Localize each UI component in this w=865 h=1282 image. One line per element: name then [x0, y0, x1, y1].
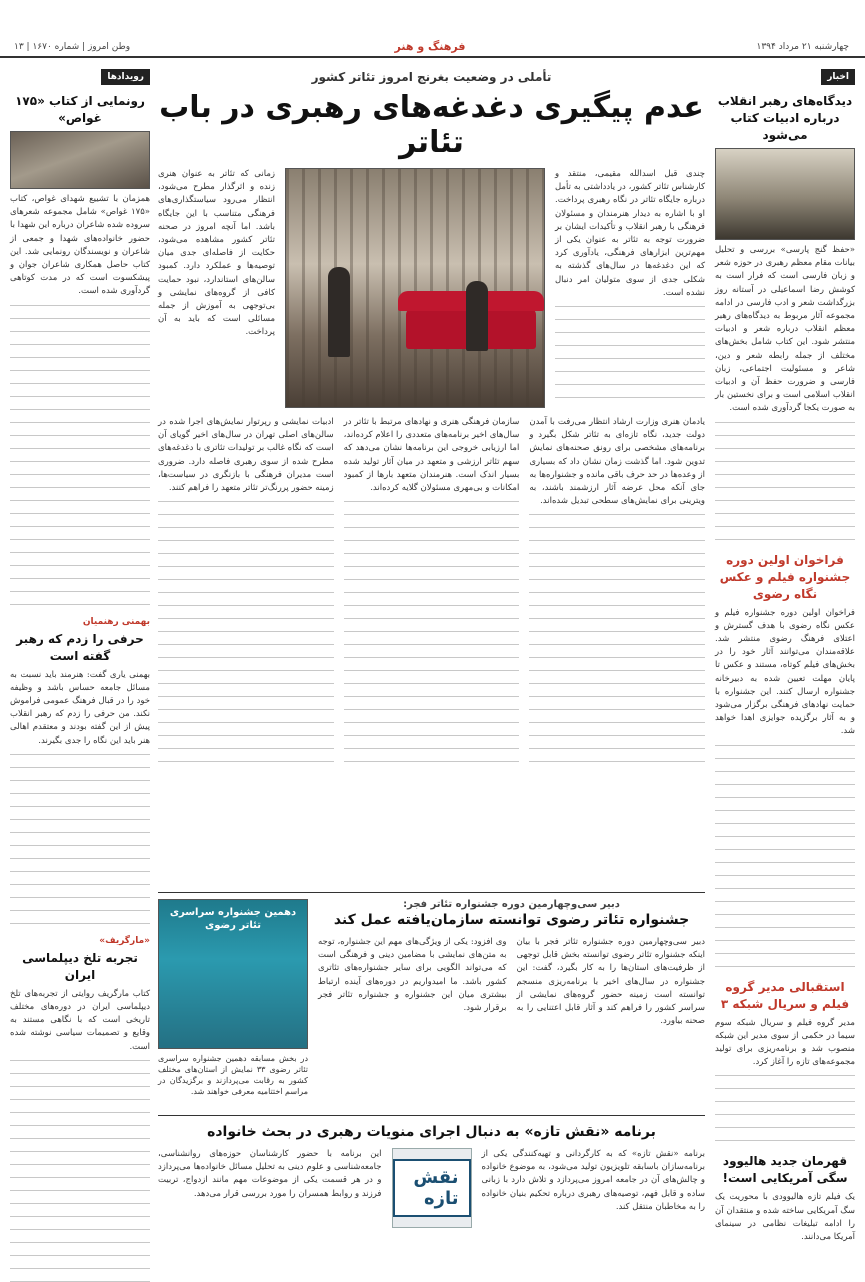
festival-poster-block [158, 899, 308, 1109]
book-launch-photo [10, 131, 150, 189]
issue-number: وطن امروز | شماره ۱۶۷۰ | ۱۳ [14, 42, 131, 52]
festival-text-a: دبیر سی‌وچهارمین دوره جشنواره تئاتر فجر با بیان اینکه جشنواره تئاتر رضوی توانسته بخش قابل توجهی از ظرفیت‌های استان‌ها را به کار بگیرد، گفت: این جشنواره در سال‌های اخیر با برنامه‌ریزی منسجم توانسته است زمینه حضور گروه‌های نمایشی از سراسر کشور را فراهم کند و آثار قابل اعتنایی را به صحنه بیاورد. [516, 937, 705, 1027]
festival-section [158, 899, 705, 1109]
masthead [0, 0, 865, 58]
leader-photo [715, 148, 855, 240]
festival-title: جشنواره تئاتر رضوی توانسته سازمان‌یافته عمل کند [333, 912, 690, 928]
right-news2-text: فراخوان اولین دوره جشنواره فیلم و عکس نگاه رضوی با هدف گسترش و اعتلای فرهنگ رضوی منتشر شد. علاقه‌مندان می‌توانند آثار خود را در بخش‌های فیلم کوتاه، مستند و عکس تا پایان مهلت تعیین شده به دبیرخانه جشنواره ارسال کنند. این جشنواره با حمایت نهادهای فرهنگی برگزار می‌شود و به آثار برگزیده جوایزی اهدا خواهد شد. [715, 607, 855, 737]
news-column-left [10, 64, 150, 1189]
left-lead-text: همزمان با تشییع شهدای غواص، کتاب «۱۷۵ غواص» شامل مجموعه شعرهای سروده شده شاعران درباره این شهدا با حضور خانواده‌های شهدا و جمعی از شاعران و نویسندگان رونمایی شد. این کتاب حاصل همکاری شاعران جوان و پیشکسوت است که در مدت کوتاهی گردآوری شده است. [10, 194, 150, 297]
text-filler [10, 754, 150, 924]
actor-figure [328, 267, 350, 357]
right-news4-text: یک فیلم تازه هالیوودی با محوریت یک سگ آمریکایی ساخته شده و منتقدان آن را ادامه تبلیغات نظامی در سینمای آمریکا می‌دانند. [715, 1192, 855, 1243]
text-filler [10, 305, 150, 605]
main-body-c: ادبیات نمایشی و رپرتوار نمایش‌های اجرا شده در سالن‌های اصلی تهران در سال‌های اخیر گویای آن است که نگاه غالب بر تولیدات تئاتری با دغدغه‌های مطرح شده از سوی رهبری فاصله دارد. ضروری است مدیران فرهنگی با بازنگری در سیاست‌ها، زمینه حضور پررنگ‌تر تئاتر متعهد را فراهم کنند. [157, 417, 334, 494]
lead-text-column [158, 168, 275, 408]
main-article-area [157, 64, 705, 1212]
left-news2-title: حرفی را زدم که رهبر گفته است [16, 631, 144, 663]
festival-text [318, 899, 705, 1109]
lead-text-column [555, 168, 705, 408]
right-lead-title: دیدگاه‌های رهبر انقلاب درباره ادبیات کتاب می‌شود [717, 94, 853, 142]
text-filler [715, 745, 855, 967]
news-column-right [715, 64, 855, 1243]
column-tag: رویدادها [101, 69, 150, 85]
text-filler [10, 1060, 150, 1282]
main-lead-text-a: چندی قبل اسدالله مقیمی، منتقد و کارشناس تئاتر کشور، در یادداشتی به تأمل درباره جایگاه تئاتر در نگاه رهبری پرداخت. او با اشاره به دیدار هنرمندان و مسئولان فرهنگی با رهبر انقلاب و تأکیدات ایشان بر ضرورت توجه به تئاتر به عنوان یکی از مهم‌ترین ابزارهای فرهنگی، یادآوری کرد که این دغدغه‌ها در سال‌های گذشته به شکلی جدی از سوی متولیان امر دنبال نشده است. [555, 169, 705, 298]
main-body-a: یادمان هنری وزارت ارشاد انتظار می‌رفت با آمدن دولت جدید، نگاه تازه‌ای به تئاتر شکل بگیرد و برنامه‌های مشخصی برای رونق صحنه‌های نمایش تدوین شود. اما گذشت زمان نشان داد که بسیاری از وعده‌ها در حد حرف باقی مانده و جشنواره‌ها به جای آنکه محل عرضه آثار ارزشمند باشند، به ویترینی برای نمایش‌های سطحی تبدیل شده‌اند. [529, 417, 705, 507]
left-news3-title: تجربه تلخ دیپلماسی ایران [22, 950, 138, 982]
body-column [158, 416, 334, 886]
body-columns [158, 416, 705, 886]
family-text-b: این برنامه با حضور کارشناسان حوزه‌های روانشناسی، جامعه‌شناسی و علوم دینی به تحلیل مسائل خانواده‌ها می‌پردازد و در هر قسمت یکی از موضوعات مهم مانند ازدواج، تربیت فرزند و روابط همسران را مورد بررسی قرار می‌دهد. [158, 1149, 382, 1199]
text-filler [158, 501, 334, 762]
text-filler [555, 306, 705, 398]
right-lead-text: «حفظ گنج پارسی» بررسی و تحلیل بیانات مقام معظم رهبری در حوزه شعر و زبان فارسی است که فرار است به کوشش رضا اسماعیلی در آستانه روز بزرگداشت شعر و ادب فارسی در ادامه مجموعه آثار مربوط به دیدگاه‌های رهبر معظم انقلاب درباره شعر و ادبیات منتشر شود. این کتاب شامل بخش‌های مختلف از جمله رابطه شعر و دین، شاعر و مسئولیت اجتماعی، زبان فارسی و ضرورت حفظ آن و ادبیات انقلاب اسلامی است و برای نخستین بار به صورت یکجا گردآوری شده است. [715, 245, 855, 414]
festival-poster [158, 899, 308, 1049]
poster-caption: در بخش مسابقه دهمین جشنواره سراسری تئاتر رضوی ۳۳ نمایش از استان‌های مختلف کشور به رقابت می‌پردازند و برگزیدگان در مراسم اختتامیه معرفی خواهند شد. [158, 1054, 308, 1096]
theater-stage-photo [285, 168, 545, 408]
text-filler [529, 514, 705, 762]
main-lead-text-b: زمانی که تئاتر به عنوان هنری زنده و اثرگذار مطرح می‌شود، انتظار می‌رود سیاستگذاری‌های فرهنگی متناسب با این جایگاه باشد. اما آنچه امروز در صحنه تئاتر کشور مشاهده می‌شود، حکایت از فاصله‌ای جدی میان توصیه‌ها و عملکرد دارد. کمبود سالن‌های استاندارد، نبود حمایت کافی از گروه‌های نمایشی و بی‌توجهی به آموزش از جمله مسائلی است که باید به آن پرداخت. [158, 169, 275, 338]
body-column [344, 416, 520, 886]
column-tag: اخبار [821, 69, 855, 85]
family-program-title: برنامه «نقش تازه» به دنبال اجرای منویات رهبری در بحث خانواده [207, 1124, 656, 1140]
lead-block [158, 168, 705, 408]
left-news3-text: کتاب مارگریف روایتی از تجربه‌های تلخ دیپلماسی ایران در دوره‌های مختلف تاریخی است که با نگاهی مستند به وقایع و تصمیمات سیاسی نوشته شده است. [10, 988, 150, 1052]
section-name: فرهنگ و هنر [394, 40, 466, 53]
section-divider [158, 892, 705, 893]
left-news3-kicker: «مارگریف» [99, 935, 150, 946]
left-lead-title: رونمایی از کتاب «۱۷۵ غواص» [15, 94, 145, 125]
festival-text-b: وی افزود: یکی از ویژگی‌های مهم این جشنواره، توجه به متن‌های نمایشی با مضامین دینی و فرهنگی است که می‌تواند الگویی برای سایر جشنواره‌های تئاتری کشور باشد. ما امیدواریم در دوره‌های آینده ارتباط بیشتری میان این جشنواره و جشنواره تئاتر فجر برقرار شود. [318, 937, 507, 1014]
left-news2-author: بهمنی رهنمیان [82, 616, 150, 627]
text-filler [715, 1075, 855, 1141]
text-filler [715, 422, 855, 540]
body-column [529, 416, 705, 886]
family-text-a: برنامه «نقش تازه» که به کارگردانی و تهیه‌کنندگی یکی از برنامه‌سازان باسابقه تلویزیون تولید می‌شود، به موضوع خانواده و چالش‌های آن در جامعه امروز می‌پردازد و تلاش دارد با زبانی ساده و قابل فهم، توصیه‌های رهبری درباره تحکیم بنیان خانواده را به مخاطبان منتقل کند. [481, 1149, 705, 1212]
right-news4-title: قهرمان جدید هالیوود سگی آمریکایی است! [722, 1154, 848, 1186]
family-program-section [158, 1148, 705, 1228]
actor-figure [466, 281, 488, 351]
section-divider [158, 1115, 705, 1116]
main-body-b: سازمان فرهنگی هنری و نهادهای مرتبط با تئاتر در سال‌های اخیر برنامه‌های متعددی را اعلام کرده‌اند، اما ارزیابی خروجی این برنامه‌ها نشان می‌دهد که سهم تئاتر ارزشی و متعهد در میان آثار تولید شده بسیار اندک است. هنرمندان متعهد بارها از کمبود امکانات و بی‌مهری مسئولان گلایه کرده‌اند. [343, 417, 520, 494]
issue-date: چهارشنبه ۲۱ مرداد ۱۳۹۴ [756, 42, 849, 52]
program-logo-text: نقش تازه [393, 1159, 471, 1217]
text-filler [344, 501, 520, 762]
main-kicker: تأملی در وضعیت بغرنج امروز تئاتر کشور [311, 70, 552, 84]
tv-program-logo [392, 1148, 472, 1228]
festival-kicker: دبیر سی‌وچهارمین دوره جشنواره تئاتر فجر: [403, 899, 620, 910]
poster-label: دهمین جشنواره سراسری تئاتر رضوی [169, 907, 297, 931]
main-headline: عدم پیگیری دغدغه‌های رهبری در باب تئاتر [159, 90, 704, 160]
left-news2-text: بهمنی یاری گفت: هنرمند باید نسبت به مسائل جامعه حساس باشد و وظیفه خود را در قبال فرهنگ عمومی فراموش نکند. من حرفی را زدم که رهبر انقلاب پیش از این گفته بودند و معتقدم اهالی هنر باید این نگاه را جدی بگیرند. [10, 669, 150, 746]
right-news3-title: استقبالی مدیر گروه فیلم و سریال شبکه ۳ [720, 979, 850, 1011]
right-news3-text: مدیر گروه فیلم و سریال شبکه سوم سیما در حکمی از سوی مدیر این شبکه منصوب شد و برنامه‌ریزی برای تولید مجموعه‌های تازه را آغاز کرد. [715, 1017, 855, 1068]
festival-columns [318, 936, 705, 1028]
right-news2-title: فراخوان اولین دوره جشنواره فیلم و عکس نگاه رضوی [719, 552, 851, 601]
